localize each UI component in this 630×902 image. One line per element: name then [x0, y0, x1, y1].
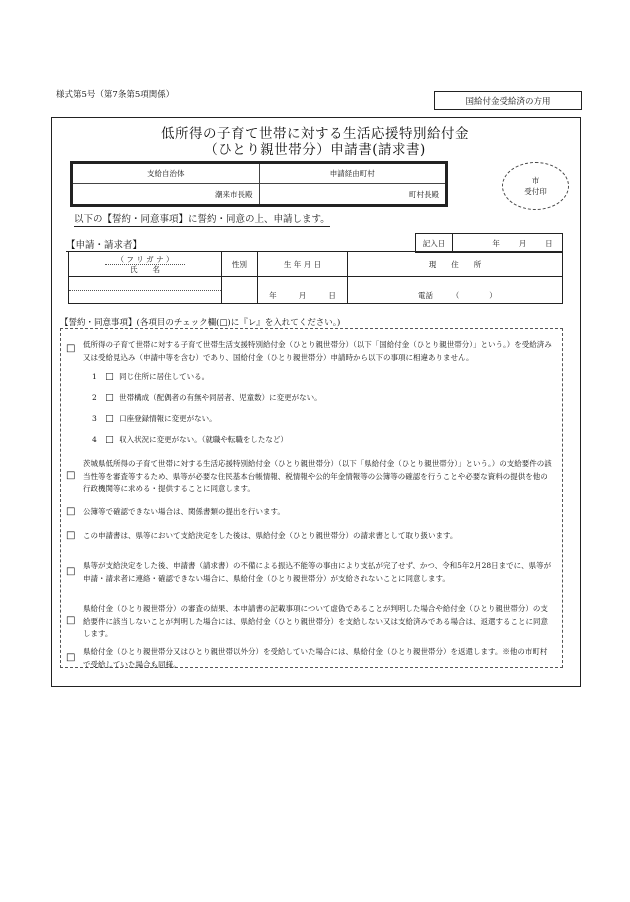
address-field[interactable] [348, 277, 562, 303]
birth-day: 日 [328, 291, 336, 300]
sub-checkbox-4[interactable]: □ [105, 435, 114, 445]
sub-checkbox-2[interactable]: □ [105, 393, 114, 403]
agree-checkbox-6[interactable]: □ [66, 615, 76, 626]
furigana-label: （ フ リ ガ ナ ） [105, 255, 186, 265]
sub-item-2-num: 2 [92, 393, 97, 402]
sub-item-4 [92, 434, 288, 445]
birth-header: 生 年 月 日 [258, 252, 347, 277]
gender-field[interactable] [222, 277, 257, 303]
form-title: 低所得の子育て世帯に対する生活応援特別給付金 [161, 126, 469, 142]
agree-item-1: 低所得の子育て世帯に対する子育て世帯生活支援特別給付金（ひとり親世帯分）（以下「国給付金（ひとり親世帯分）」という。）を受給済み又は受給見込み（申請中等を含む）であり、国給付金（ひとり親世帯分）申請時から以下の事項に相違ありません。 [83, 340, 552, 362]
entry-date-year: 年 [492, 238, 500, 248]
sub-item-1-text: 同じ住所に居住している。 [119, 372, 210, 381]
office-col2-header: 申請経由町村 [260, 164, 446, 184]
furigana-field[interactable] [69, 277, 221, 291]
recipient-type-box: 国給付金受給済の方用 [434, 91, 582, 110]
agree-item-4: この申請書は、県等において支給決定をした後は、県給付金（ひとり親世帯分）の請求書として取り扱います。 [83, 531, 458, 540]
sub-item-2-text: 世帯構成（配偶者の有無や同居者、児童数）に変更がない。 [119, 393, 322, 402]
stamp-line1: 市 [531, 176, 540, 185]
agree-item-6: 県給付金（ひとり親世帯分）の審査の結果、本申請書の記載事項について虚偽であることが判明した場合や給付金（ひとり親世帯分）の支給要件に該当しないことが判明した場合には、県給付金（ひとり親世帯分）を支給しない又は支給済みである場合は、返還することに同意します。 [83, 604, 548, 638]
applicant-section-title: 【申請・請求者】 [66, 237, 142, 252]
entry-date-day: 日 [545, 238, 553, 248]
intro-text: 以下の【誓約・同意事項】に誓約・同意の上、申請します。 [74, 211, 330, 227]
office-col1-header: 支給自治体 [73, 164, 259, 184]
sub-item-3-text: 口座登録情報に変更がない。 [119, 414, 217, 423]
agree-checkbox-4[interactable]: □ [66, 530, 76, 541]
office-col-town [259, 164, 446, 204]
office-table [70, 161, 448, 207]
sub-checkbox-3[interactable]: □ [105, 414, 114, 424]
sub-item-1-num: 1 [92, 372, 97, 381]
agree-item-5: 県等が支給決定をした後、申請書（請求書）の不備による振込不能等の事由により支払が完了せず、かつ、令和5年2月28日までに、県等が申請・請求者に連絡・確認できない場合に、県給付金（ひとり親世帯分）が支給されないことに同意します。 [83, 561, 552, 583]
applicant-gender-col [222, 252, 258, 303]
name-field[interactable] [69, 291, 221, 303]
sub-item-1 [92, 371, 209, 382]
birth-field[interactable] [258, 277, 347, 303]
applicant-address-col [348, 252, 562, 303]
entry-date-month: 月 [518, 238, 527, 248]
entry-date-box [415, 233, 563, 253]
applicant-name-col [69, 252, 222, 303]
agree-checkbox-1[interactable]: □ [66, 343, 76, 354]
name-header [69, 252, 221, 277]
entry-date-label: 記入日 [416, 234, 453, 252]
agree-checkbox-7[interactable]: □ [66, 652, 76, 663]
reception-stamp [502, 162, 569, 210]
entry-date-field[interactable] [453, 234, 562, 252]
agreement-section-title: 【誓約・同意事項】(各項目のチェック欄(□)に『レ』を入れてください。) [60, 318, 341, 328]
sub-item-2 [92, 392, 322, 403]
applicant-table [68, 251, 563, 304]
office-col2-value: 町村長殿 [409, 189, 439, 199]
name-label: 氏 名 [130, 264, 160, 274]
birth-month: 月 [298, 291, 307, 300]
office-col-municipality [73, 164, 259, 204]
sub-checkbox-1[interactable]: □ [105, 372, 114, 382]
birth-year: 年 [269, 291, 277, 300]
sub-item-4-num: 4 [92, 435, 97, 444]
form-subtitle: （ひとり親世帯分）申請書(請求書) [204, 142, 426, 158]
applicant-birth-col [258, 252, 348, 303]
agree-checkbox-5[interactable]: □ [66, 566, 76, 577]
sub-item-4-text: 収入状況に変更がない。（就職や転職をしたなど） [119, 435, 288, 444]
sub-item-3-num: 3 [92, 414, 97, 423]
address-header: 現 住 所 [348, 252, 562, 277]
agree-checkbox-3[interactable]: □ [66, 506, 76, 517]
office-col1-value: 潮来市長殿 [215, 189, 253, 199]
sub-item-3 [92, 413, 217, 424]
agree-item-2: 茨城県低所得の子育て世帯に対する生活応援特別給付金（ひとり親世帯分）（以下「県給付金（ひとり親世帯分）」という。）の支給要件の該当性等を審査等するため、県等が必要な住民基本台帳情報、税情報や公的年金情報等の公簿等の確認を行うことや必要な資料の提供を他の行政機関等に求める・提供することに同意します。 [83, 459, 552, 493]
gender-header: 性別 [222, 252, 257, 277]
agree-checkbox-2[interactable]: □ [66, 470, 76, 481]
agree-item-7: 県給付金（ひとり親世帯分又はひとり親世帯以外分）を受給していた場合には、県給付金（ひとり親世帯分）を返還します。※他の市町村で受給していた場合も同様。 [83, 647, 548, 669]
phone-label: 電話 （ ） [418, 291, 497, 300]
agree-item-3: 公簿等で確認できない場合は、関係書類の提出を行います。 [83, 507, 285, 516]
stamp-line2: 受付印 [524, 187, 547, 196]
form-number: 様式第5号（第7条第5項関係） [56, 90, 175, 100]
